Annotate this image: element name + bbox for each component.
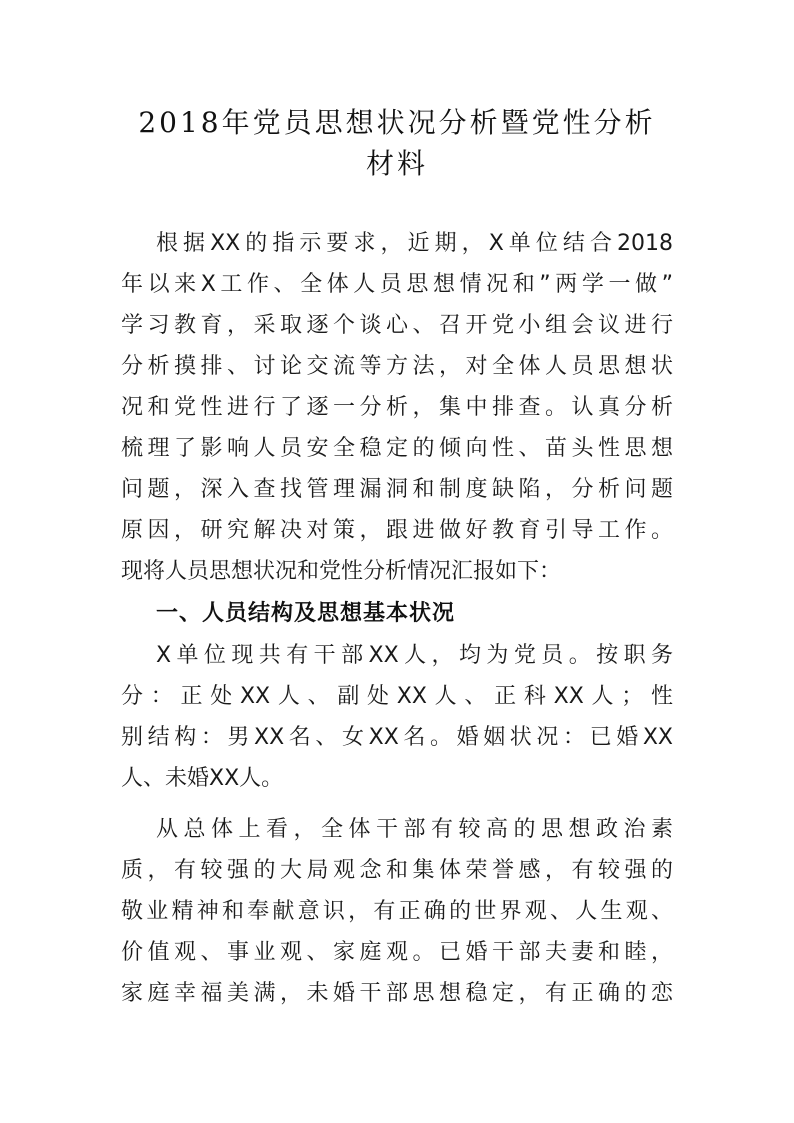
paragraph1-line: 学习教育，采取逐个谈心、召开党小组会议进行: [121, 313, 673, 338]
paragraph3-line: 敬业精神和奉献意识，有正确的世界观、人生观、: [121, 899, 673, 924]
paragraph2-line: 别结构：男XX名、女XX名。婚姻状况：已婚XX: [121, 725, 673, 750]
section-heading: 一、人员结构及思想基本状况: [156, 601, 456, 626]
paragraph2-line: 分：正处XX人、副处XX人、正科XX人；性: [121, 684, 673, 709]
paragraph2-line: 人、未婚XX人。: [121, 766, 284, 791]
paragraph3-line: 家庭幸福美满，未婚干部思想稳定，有正确的恋: [121, 981, 673, 1006]
paragraph1-line: 原因，研究解决对策，跟进做好教育引导工作。: [121, 518, 673, 543]
paragraph3-line: 从总体上看，全体干部有较高的思想政治素: [156, 817, 673, 842]
document-title-line1: 2018年党员思想状况分析暨党性分析: [138, 106, 656, 139]
paragraph2-line: X单位现共有干部XX人，均为党员。按职务: [156, 643, 673, 668]
paragraph3-line: 质，有较强的大局观念和集体荣誉感，有较强的: [121, 858, 673, 883]
paragraph1-line: 问题，深入查找管理漏洞和制度缺陷，分析问题: [121, 477, 673, 502]
paragraph1-line: 况和党性进行了逐一分析，集中排查。认真分析: [121, 395, 673, 420]
paragraph1-line: 梳理了影响人员安全稳定的倾向性、苗头性思想: [121, 436, 673, 461]
paragraph1-line: 分析摸排、讨论交流等方法，对全体人员思想状: [121, 354, 673, 379]
paragraph1-line: 现将人员思想状况和党性分析情况汇报如下：: [121, 559, 562, 584]
document-title-line2: 材料: [365, 147, 428, 180]
paragraph1-line: 年以来X工作、全体人员思想情况和”两学一做”: [121, 272, 673, 297]
paragraph3-line: 价值观、事业观、家庭观。已婚干部夫妻和睦，: [121, 940, 673, 965]
paragraph1-line: 根据XX的指示要求，近期，X单位结合2018: [156, 231, 673, 256]
